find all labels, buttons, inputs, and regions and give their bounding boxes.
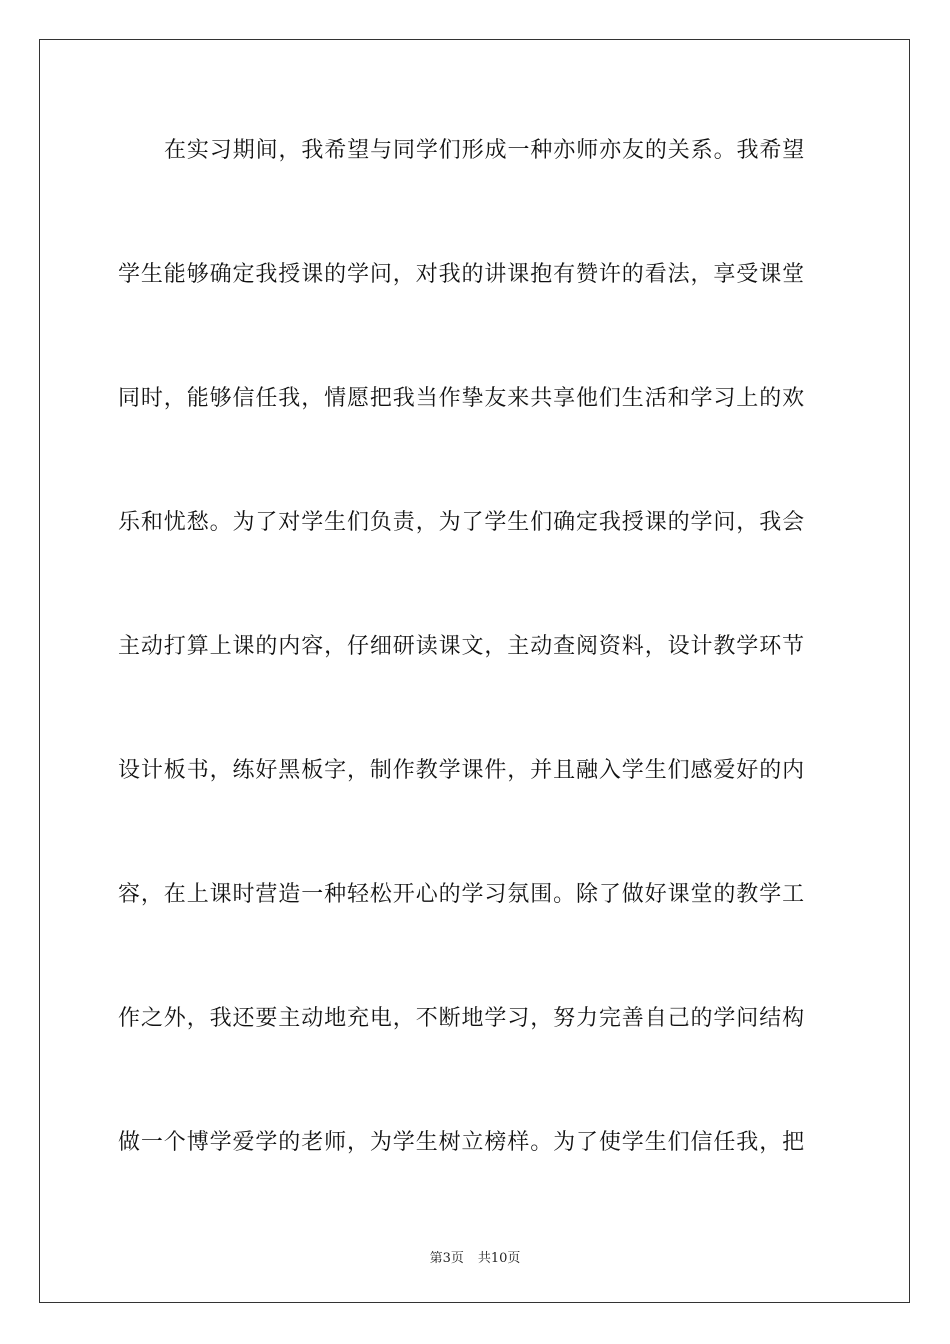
paragraph-line-3: 同时，能够信任我，情愿把我当作挚友来共享他们生活和学习上的欢 [118,386,806,411]
paragraph-line-1: 在实习期间，我希望与同学们形成一种亦师亦友的关系。我希望 [164,138,806,163]
paragraph-line-9: 做一个博学爱学的老师，为学生树立榜样。为了使学生们信任我，把 [118,1130,806,1155]
paragraph-line-2: 学生能够确定我授课的学问，对我的讲课抱有赞许的看法，享受课堂 [118,262,806,287]
paragraph-line-6: 设计板书，练好黑板字，制作教学课件，并且融入学生们感爱好的内 [118,758,806,783]
page-total: 共10页 [477,1251,521,1266]
page-number: 第3页 [429,1251,464,1266]
page-footer [0,1247,950,1266]
paragraph-line-5: 主动打算上课的内容，仔细研读课文，主动查阅资料，设计教学环节 [118,634,806,659]
paragraph-line-7: 容，在上课时营造一种轻松开心的学习氛围。除了做好课堂的教学工 [118,882,806,907]
paragraph-line-8: 作之外，我还要主动地充电，不断地学习，努力完善自己的学问结构 [118,1006,806,1031]
paragraph-line-4: 乐和忧愁。为了对学生们负责，为了学生们确定我授课的学问，我会 [118,510,806,535]
page-border [39,39,910,1303]
